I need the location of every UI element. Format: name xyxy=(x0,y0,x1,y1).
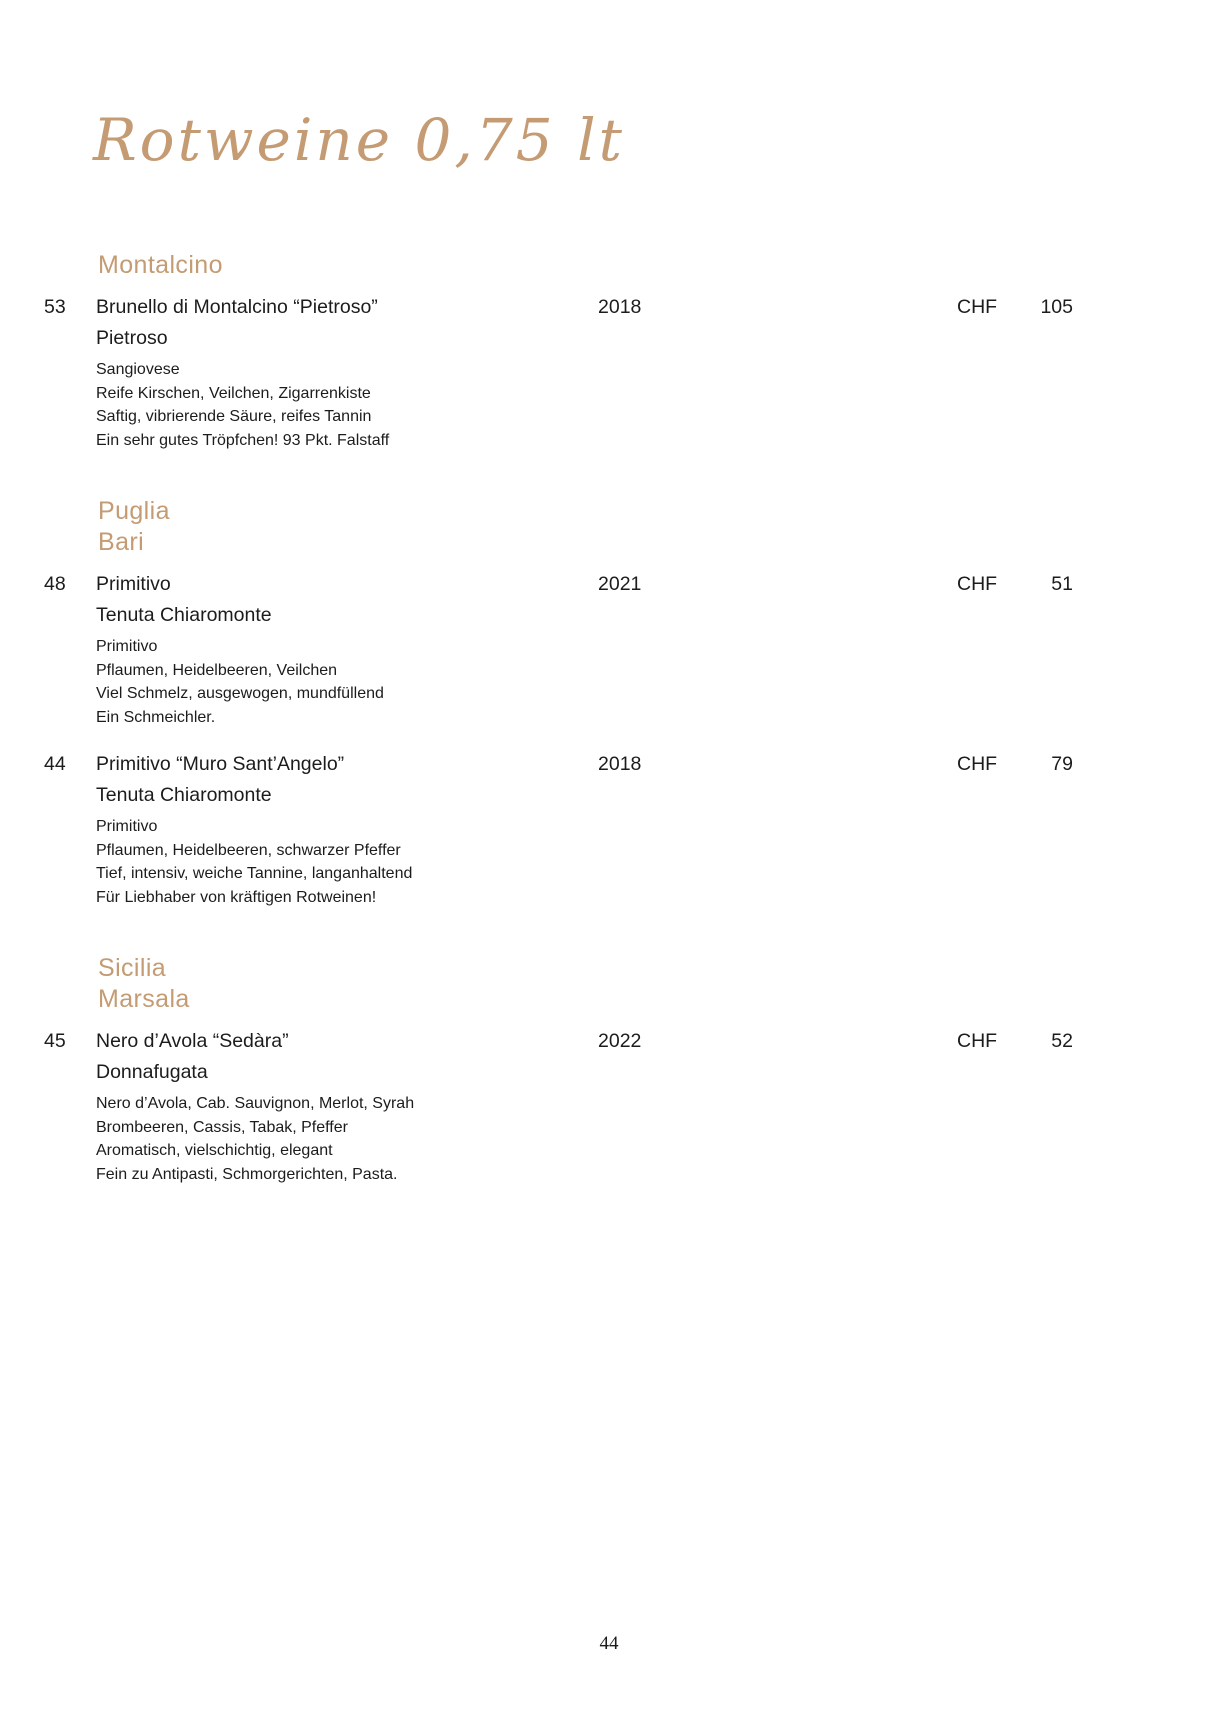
wine-note: Viel Schmelz, ausgewogen, mundfüllend xyxy=(96,685,384,702)
wine-price-cell xyxy=(957,571,1073,597)
wine-note: Tief, intensiv, weiche Tannine, langanhaltend xyxy=(96,865,413,882)
wine-bin: 45 xyxy=(44,1030,66,1052)
wine-details xyxy=(96,815,1218,909)
section-puglia-bari xyxy=(0,496,1218,909)
wine-note: Pflaumen, Heidelbeeren, Veilchen xyxy=(96,661,338,679)
wine-entry xyxy=(0,294,1218,452)
currency-label: CHF xyxy=(957,753,998,775)
wine-details xyxy=(96,635,1218,729)
section-heading: Puglia xyxy=(98,497,170,525)
currency-label: CHF xyxy=(957,1030,998,1052)
wine-note: Für Liebhaber von kräftigen Rotweinen! xyxy=(96,888,377,906)
wine-vintage: 2021 xyxy=(598,573,642,595)
page-title: Rotweine 0,75 lt xyxy=(93,106,625,174)
wine-entry xyxy=(0,1028,1218,1186)
wine-header-row xyxy=(44,751,1218,777)
wine-name: Brunello di Montalcino “Pietroso” xyxy=(96,296,378,318)
wine-price: 79 xyxy=(1051,753,1073,775)
currency-label: CHF xyxy=(957,296,998,318)
section-subheading: Marsala xyxy=(98,985,190,1013)
wine-note: Ein sehr gutes Tröpfchen! 93 Pkt. Falstaff xyxy=(96,431,390,449)
wine-name: Primitivo xyxy=(96,573,171,595)
wine-vintage: 2018 xyxy=(598,753,642,775)
wine-producer: Tenuta Chiaromonte xyxy=(96,784,272,806)
wine-price: 52 xyxy=(1051,1030,1073,1052)
wine-producer: Tenuta Chiaromonte xyxy=(96,604,272,626)
wine-details xyxy=(96,358,1218,452)
wine-vintage: 2018 xyxy=(598,296,642,318)
section-sicilia-marsala xyxy=(0,953,1218,1186)
wine-price: 51 xyxy=(1051,573,1073,595)
wine-note: Aromatisch, vielschichtig, elegant xyxy=(96,1142,333,1159)
section-headings xyxy=(0,953,1218,1015)
section-montalcino xyxy=(0,250,1218,452)
wine-header-row xyxy=(44,1028,1218,1054)
wine-grapes: Primitivo xyxy=(96,638,158,655)
section-heading: Montalcino xyxy=(98,251,223,279)
section-headings xyxy=(0,496,1218,558)
wine-note: Pflaumen, Heidelbeeren, schwarzer Pfeffer xyxy=(96,841,401,859)
wine-header-row xyxy=(44,571,1218,597)
wine-note: Saftig, vibrierende Säure, reifes Tannin xyxy=(96,408,372,425)
section-heading: Sicilia xyxy=(98,954,167,982)
wine-header-row xyxy=(44,294,1218,320)
wine-bin: 44 xyxy=(44,753,66,775)
section-subheading: Bari xyxy=(98,528,145,556)
wine-bin: 53 xyxy=(44,296,66,318)
wine-details xyxy=(96,1092,1218,1186)
section-headings xyxy=(0,250,1218,281)
wine-price-cell xyxy=(957,1028,1073,1054)
wine-grapes: Sangiovese xyxy=(96,361,180,378)
wine-note: Reife Kirschen, Veilchen, Zigarrenkiste xyxy=(96,384,371,402)
wine-note: Fein zu Antipasti, Schmorgerichten, Pasta. xyxy=(96,1165,398,1183)
wine-name: Primitivo “Muro Sant’Angelo” xyxy=(96,753,345,775)
wine-producer: Pietroso xyxy=(96,327,168,349)
wine-vintage: 2022 xyxy=(598,1030,642,1052)
wine-price: 105 xyxy=(1040,296,1073,318)
wine-entry xyxy=(0,751,1218,909)
wine-producer: Donnafugata xyxy=(96,1061,208,1083)
wine-name: Nero d’Avola “Sedàra” xyxy=(96,1030,289,1052)
wine-note: Brombeeren, Cassis, Tabak, Pfeffer xyxy=(96,1118,348,1136)
wine-price-cell xyxy=(957,294,1073,320)
wine-note: Ein Schmeichler. xyxy=(96,708,216,726)
wine-grapes: Primitivo xyxy=(96,818,158,835)
page-number: 44 xyxy=(599,1633,619,1654)
wine-bin: 48 xyxy=(44,573,66,595)
currency-label: CHF xyxy=(957,573,998,595)
wine-price-cell xyxy=(957,751,1073,777)
wine-grapes: Nero d’Avola, Cab. Sauvignon, Merlot, Syrah xyxy=(96,1095,415,1112)
wine-entry xyxy=(0,571,1218,729)
